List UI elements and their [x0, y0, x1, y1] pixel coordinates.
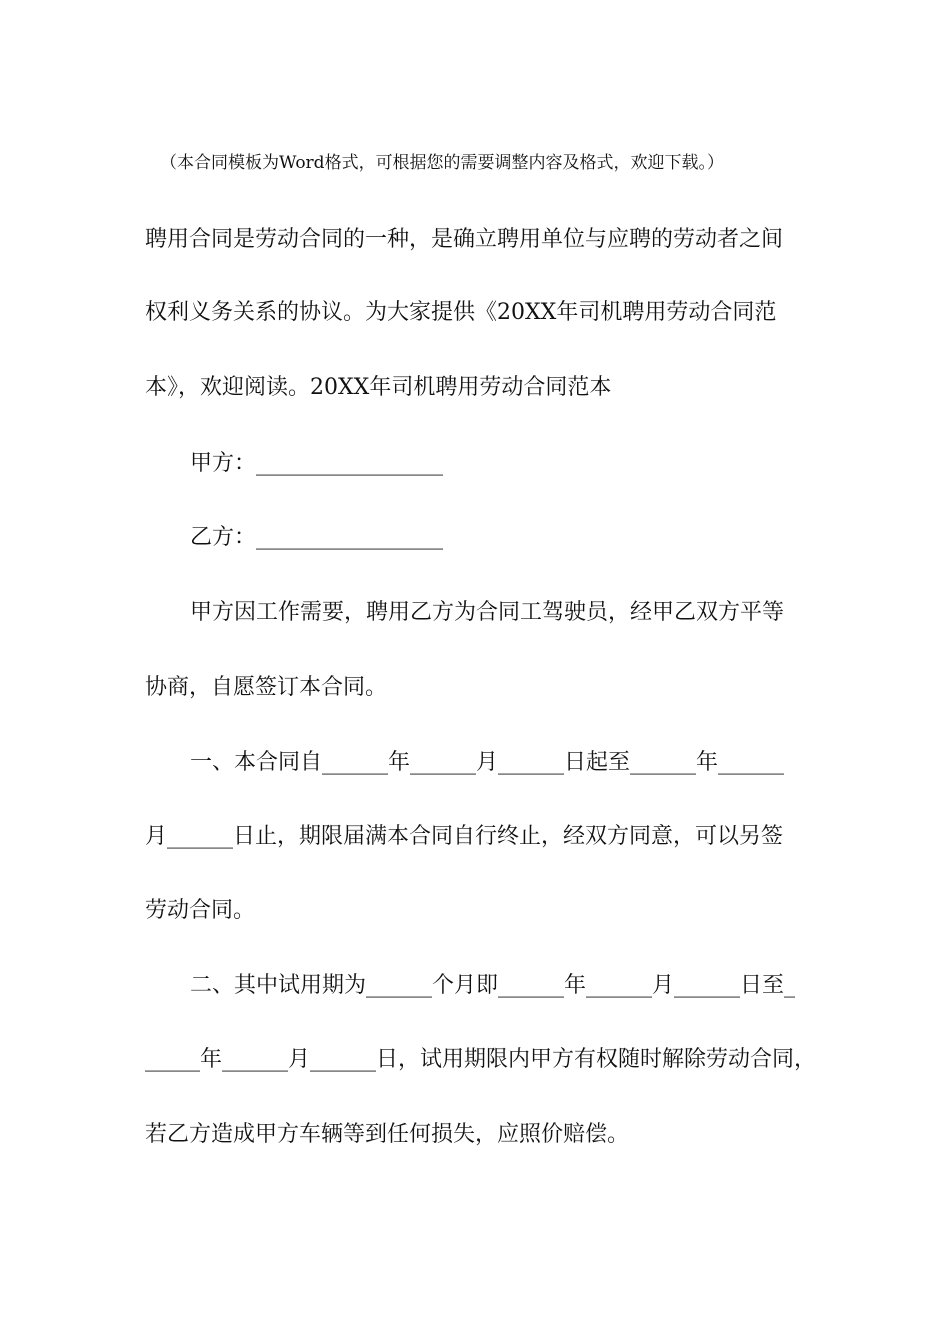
party-a-line: 甲方：_________________ — [190, 451, 444, 476]
clause-2-line-1: 二、其中试用期为______个月即______年______月______日至_ — [190, 973, 796, 998]
intro-line-1: 聘用合同是劳动合同的一种，是确立聘用单位与应聘的劳动者之间 — [145, 227, 784, 252]
intro-line-2: 权利义务关系的协议。为大家提供《20XX年司机聘用劳动合同范 — [145, 300, 777, 325]
clause-2-line-2: _____年______月______日，试用期限内甲方有权随时解除劳动合同， — [145, 1047, 817, 1072]
clause-1-line-1: 一、本合同自______年______月______日起至______年______ — [190, 750, 785, 775]
preamble-line-2: 协商，自愿签订本合同。 — [145, 675, 388, 700]
template-notice: （本合同模板为Word格式，可根据您的需要调整内容及格式，欢迎下载。） — [160, 153, 725, 173]
clause-1-line-2: 月______日止，期限届满本合同自行终止，经双方同意，可以另签 — [145, 824, 784, 849]
clause-2-line-3: 若乙方造成甲方车辆等到任何损失，应照价赔偿。 — [145, 1122, 630, 1147]
preamble-line-1: 甲方因工作需要，聘用乙方为合同工驾驶员，经甲乙双方平等 — [190, 600, 785, 625]
clause-1-line-3: 劳动合同。 — [145, 898, 256, 923]
intro-line-3: 本》，欢迎阅读。20XX年司机聘用劳动合同范本 — [145, 375, 612, 400]
party-b-line: 乙方：_________________ — [190, 525, 444, 550]
